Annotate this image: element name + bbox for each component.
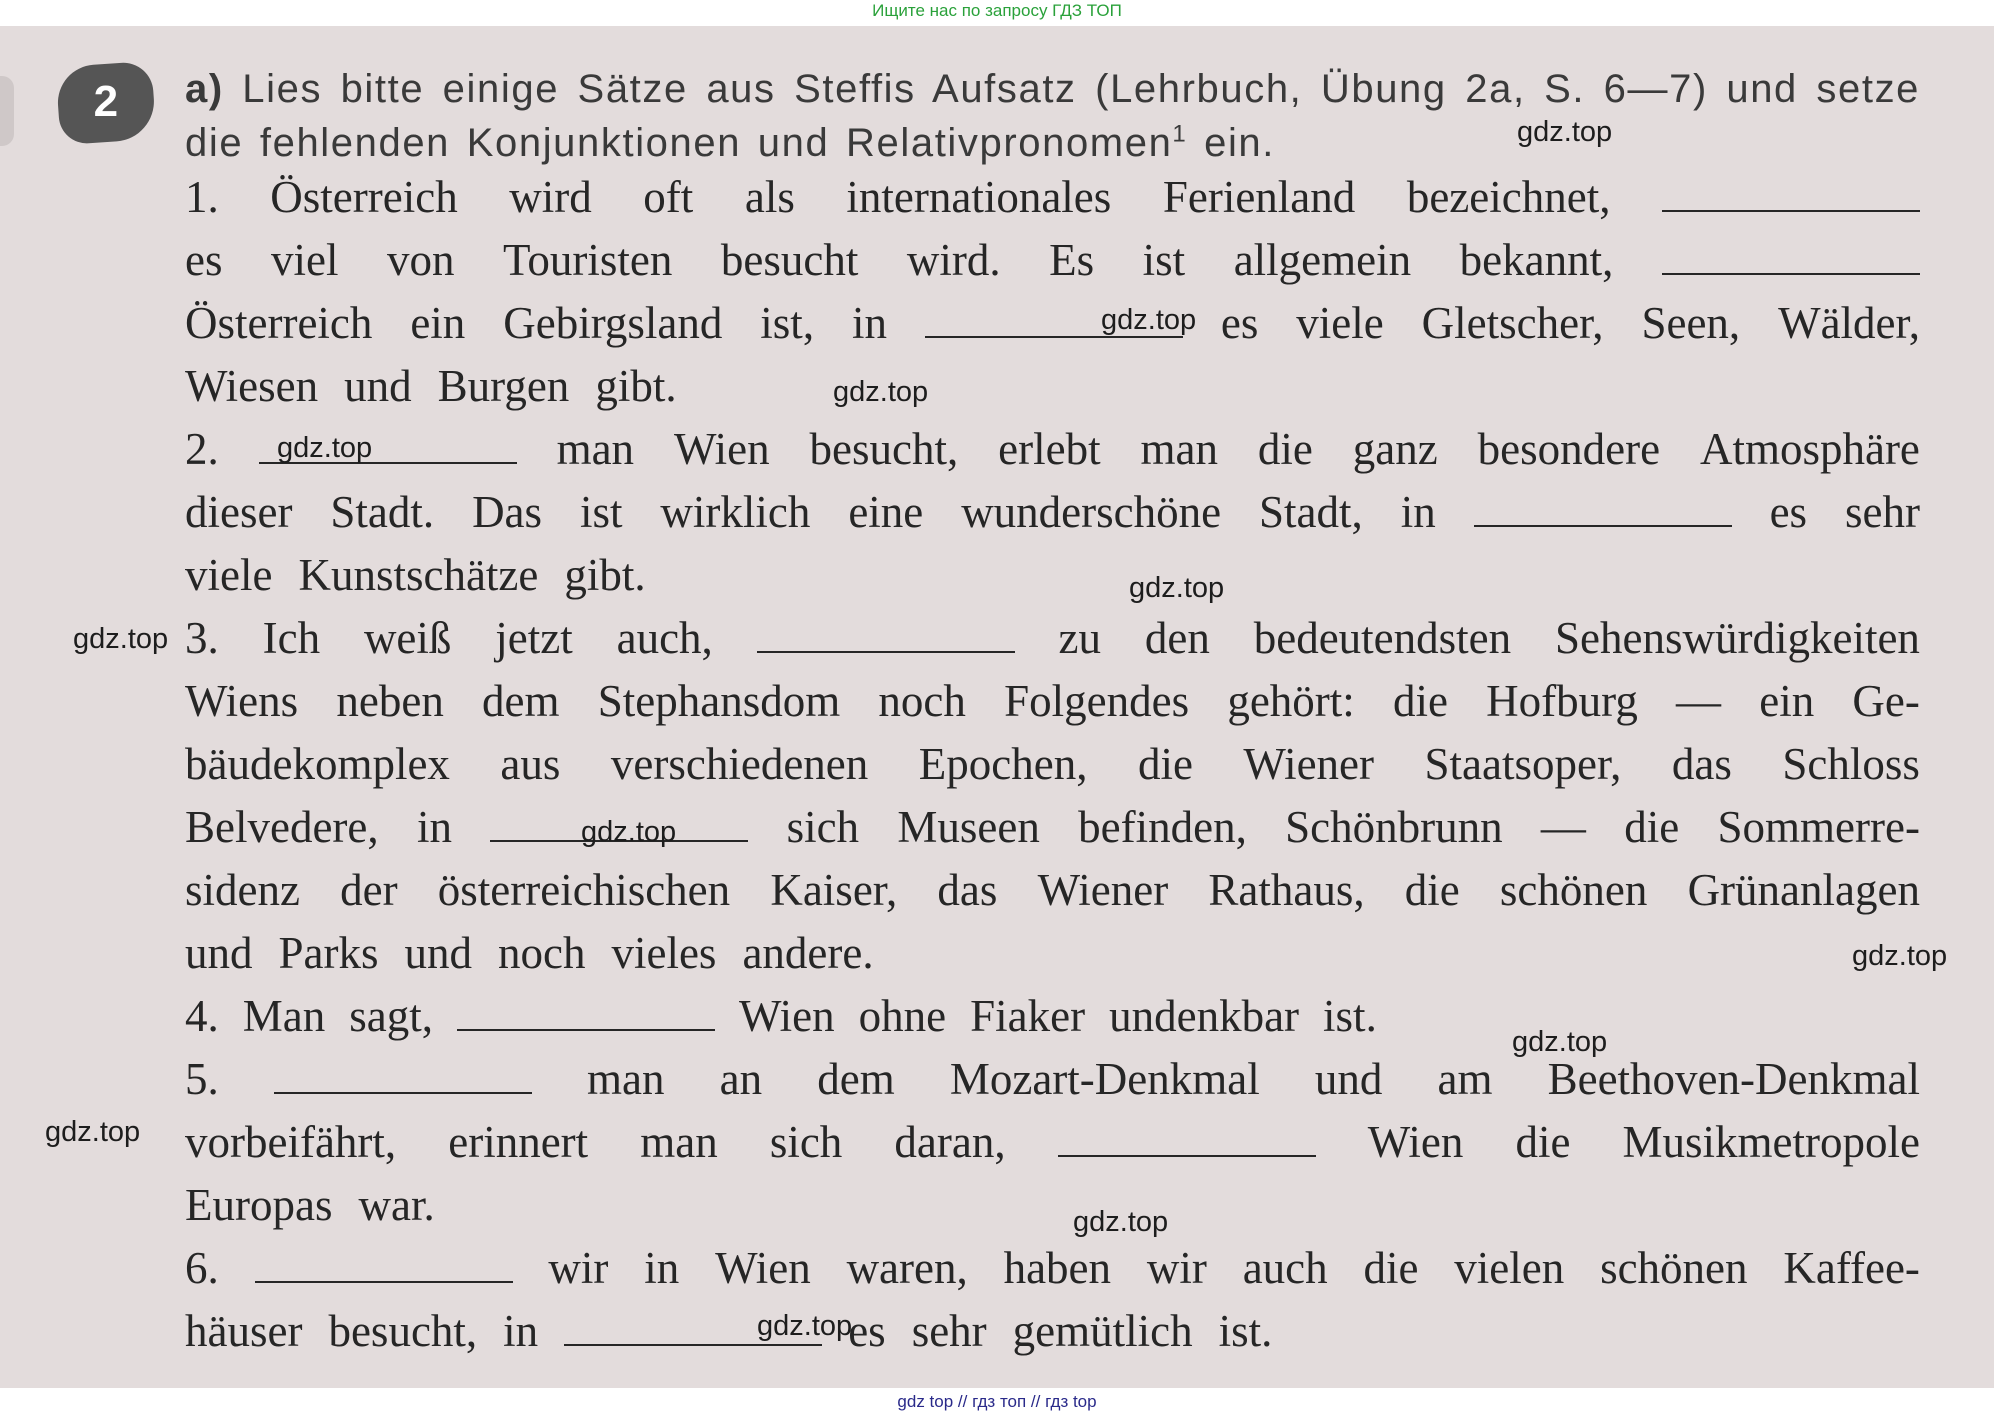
line-word: vorbeifährt, (185, 1117, 397, 1167)
line-word: neben (336, 676, 444, 726)
line-word: Wien (739, 991, 835, 1041)
line-word: dem (817, 1054, 895, 1104)
line-word: bekannt, (1459, 235, 1614, 285)
line-word: wird. (906, 235, 1001, 285)
line-word: in (852, 298, 888, 348)
exercise-line (185, 733, 1920, 796)
line-word: sich (786, 802, 860, 852)
line-word: waren, (846, 1243, 968, 1293)
line-word: ganz (1352, 424, 1438, 474)
line-word: man (556, 424, 635, 474)
line-word: sehr (1845, 487, 1920, 537)
exercise-line (185, 670, 1920, 733)
line-word: — (1540, 802, 1586, 852)
line-word: vieles (611, 928, 717, 978)
bottom-footer[interactable]: gdz top // гдз топ // гдз top (897, 1392, 1097, 1411)
line-word: Wiesen (185, 361, 319, 411)
line-word: Atmosphäre (1699, 424, 1920, 474)
footnote-marker: 1 (1172, 120, 1188, 148)
line-word: Beethoven-Denkmal (1547, 1054, 1920, 1104)
line-word: wir (548, 1243, 609, 1293)
line-word: andere. (742, 928, 874, 978)
line-word: Sommerre- (1717, 802, 1920, 852)
exercise-number: 2 (93, 77, 119, 127)
watermark: gdz.top (1129, 572, 1225, 604)
line-word: man (587, 1054, 665, 1104)
line-word: viele (1296, 298, 1384, 348)
instruction-end: ein. (1204, 121, 1275, 165)
answer-blank[interactable] (1662, 180, 1920, 212)
line-word: undenkbar (1109, 991, 1300, 1041)
watermark: gdz.top (1517, 116, 1613, 148)
line-word: Wien (1367, 1117, 1464, 1167)
line-word: Es (1049, 235, 1095, 285)
exercise-line (185, 1048, 1920, 1111)
line-word: die (1624, 802, 1680, 852)
line-word: sich (769, 1117, 843, 1167)
exercise-line (185, 1300, 1920, 1363)
line-word: befinden, (1078, 802, 1247, 852)
page-edge-tab (0, 76, 14, 146)
line-word: als (744, 172, 795, 222)
line-word: bäudekomplex (185, 739, 450, 789)
line-word: oft (643, 172, 694, 222)
line-word: gehört: (1227, 676, 1355, 726)
line-word: ist (1142, 235, 1186, 285)
line-word: Europas (185, 1180, 333, 1230)
line-word: Folgendes (1004, 676, 1190, 726)
line-word: ein (410, 298, 466, 348)
instruction-text: Lies bitte einige Sätze aus Steffis Aufsatz (Lehrbuch, Übung 2a, S. 6—7) und setze die fehlenden Konjunktionen und Relativpronomen (185, 67, 1921, 165)
top-banner[interactable]: Ищите нас по запросу ГДЗ ТОП (872, 1, 1122, 20)
line-word: die (1392, 676, 1448, 726)
line-word: Stephansdom (597, 676, 841, 726)
exercise-line (185, 1111, 1920, 1174)
line-word: Man (242, 991, 326, 1041)
line-word: Wiener (1037, 865, 1169, 915)
line-word: sehr (911, 1306, 987, 1356)
line-word: wirklich (660, 487, 811, 537)
exercise-line (185, 292, 1920, 355)
watermark: gdz.top (1101, 304, 1197, 336)
line-word: der (340, 865, 398, 915)
line-word: — (1676, 676, 1722, 726)
line-word: Gletscher, (1421, 298, 1604, 348)
line-word: vielen (1454, 1243, 1565, 1293)
line-word: Fiaker (970, 991, 1086, 1041)
line-word: die (1137, 739, 1193, 789)
exercise-line (185, 229, 1920, 292)
line-word: die (1257, 424, 1313, 474)
line-word: in (1400, 487, 1436, 537)
line-word: erinnert (448, 1117, 589, 1167)
line-word: aus (500, 739, 561, 789)
line-word: Schloss (1782, 739, 1920, 789)
line-word: viele (185, 550, 273, 600)
watermark: gdz.top (1512, 1026, 1608, 1058)
line-word: Wälder, (1778, 298, 1920, 348)
line-word: eine (848, 487, 924, 537)
line-word: jetzt (495, 613, 573, 663)
line-word: verschiedenen (610, 739, 869, 789)
line-word: besucht, (809, 424, 959, 474)
line-word: Staatsoper, (1424, 739, 1622, 789)
line-word: Kaiser, (770, 865, 898, 915)
answer-blank[interactable] (1662, 243, 1920, 275)
exercise-line (185, 1237, 1920, 1300)
line-word: Wien (673, 424, 770, 474)
exercise-line (185, 985, 1920, 1048)
line-word: Stadt. (330, 487, 435, 537)
line-word: wir (1146, 1243, 1207, 1293)
line-word: es (848, 1306, 886, 1356)
line-word: zu (1058, 613, 1102, 663)
exercise-line (185, 859, 1920, 922)
line-word: von (387, 235, 455, 285)
line-word: war. (358, 1180, 435, 1230)
line-word: 1. (185, 172, 219, 222)
line-word: ist. (1323, 991, 1377, 1041)
line-word: 5. (185, 1054, 219, 1104)
line-word: das (1671, 739, 1732, 789)
line-word: besucht (720, 235, 859, 285)
line-word: österreichischen (437, 865, 731, 915)
exercise-line (185, 481, 1920, 544)
line-word: Burgen (437, 361, 570, 411)
line-word: häuser (185, 1306, 303, 1356)
instruction-label: a) (185, 67, 224, 111)
watermark: gdz.top (45, 1116, 141, 1148)
line-word: Wien (715, 1243, 811, 1293)
exercise-line (185, 355, 1920, 418)
line-word: internationales (846, 172, 1112, 222)
line-word: man (1140, 424, 1218, 474)
line-word: besondere (1477, 424, 1661, 474)
line-word: daran, (894, 1117, 1006, 1167)
answer-blank[interactable] (757, 621, 1015, 653)
exercise-line (185, 1174, 1920, 1237)
line-word: es (1220, 298, 1259, 348)
line-word: dem (482, 676, 560, 726)
line-word: bezeichnet, (1406, 172, 1611, 222)
line-word: 3. (185, 613, 219, 663)
line-word: und (404, 928, 472, 978)
line-word: ist, (760, 298, 815, 348)
line-word: bedeutendsten (1253, 613, 1512, 663)
line-word: weiß (363, 613, 452, 663)
line-word: Epochen, (918, 739, 1088, 789)
watermark: gdz.top (757, 1310, 853, 1342)
line-word: Wiens (185, 676, 299, 726)
line-word: 4. (185, 991, 219, 1041)
line-word: es (185, 235, 223, 285)
line-word: Gebirgsland (503, 298, 723, 348)
line-word: allgemein (1233, 235, 1412, 285)
watermark: gdz.top (1852, 940, 1948, 972)
exercise-line (185, 544, 1920, 607)
line-word: und (1314, 1054, 1383, 1104)
line-word: noch (878, 676, 966, 726)
line-word: Sehenswürdigkeiten (1555, 613, 1920, 663)
line-word: Parks (278, 928, 379, 978)
line-word: sidenz (185, 865, 300, 915)
line-word: Rathaus, (1208, 865, 1365, 915)
line-word: am (1437, 1054, 1493, 1104)
line-word: Seen, (1641, 298, 1741, 348)
line-word: die (1363, 1243, 1419, 1293)
exercise-line (185, 796, 1920, 859)
line-word: Kunstschätze (298, 550, 539, 600)
line-word: an (719, 1054, 763, 1104)
line-word: haben (1003, 1243, 1112, 1293)
line-word: gemütlich (1012, 1306, 1193, 1356)
line-word: die (1515, 1117, 1571, 1167)
line-word: die (1404, 865, 1460, 915)
line-word: Österreich (270, 172, 458, 222)
line-word: Belvedere, (185, 802, 379, 852)
line-word: das (937, 865, 998, 915)
line-word: den (1144, 613, 1210, 663)
line-word: in (416, 802, 452, 852)
answer-blank[interactable] (274, 1062, 532, 1094)
exercise-line (185, 166, 1920, 229)
line-word: ist. (1218, 1306, 1273, 1356)
line-word: in (644, 1243, 680, 1293)
line-word: Das (472, 487, 543, 537)
line-word: Wiener (1243, 739, 1375, 789)
answer-blank[interactable] (255, 1251, 513, 1283)
line-word: auch, (616, 613, 713, 663)
line-word: besucht, (328, 1306, 478, 1356)
line-word: ist (579, 487, 623, 537)
line-word: Schönbrunn (1285, 802, 1503, 852)
answer-blank[interactable] (1474, 495, 1732, 527)
line-word: Hofburg (1486, 676, 1638, 726)
line-word: Kaffee- (1783, 1243, 1920, 1293)
line-word: Ferienland (1162, 172, 1356, 222)
watermark: gdz.top (581, 816, 677, 848)
line-word: 2. (185, 424, 219, 474)
line-word: Musikmetropole (1622, 1117, 1920, 1167)
line-word: Museen (897, 802, 1040, 852)
line-word: 6. (185, 1243, 219, 1293)
watermark: gdz.top (833, 376, 929, 408)
answer-blank[interactable] (457, 999, 715, 1031)
line-word: gibt. (564, 550, 646, 600)
line-word: schönen (1600, 1243, 1748, 1293)
textbook-page (0, 26, 1994, 1388)
exercise-line (185, 922, 1920, 985)
line-word: in (503, 1306, 539, 1356)
line-word: dieser (185, 487, 293, 537)
line-word: viel (271, 235, 339, 285)
line-word: Österreich (185, 298, 373, 348)
line-word: man (640, 1117, 718, 1167)
line-word: erlebt (998, 424, 1101, 474)
exercise-line (185, 607, 1920, 670)
line-word: wird (509, 172, 592, 222)
line-word: schönen (1499, 865, 1648, 915)
line-word: gibt. (595, 361, 677, 411)
line-word: Ge- (1852, 676, 1920, 726)
exercise-instruction (185, 62, 1920, 170)
line-word: sagt, (349, 991, 433, 1041)
answer-blank[interactable] (1058, 1125, 1316, 1157)
exercise-line (185, 418, 1920, 481)
line-word: Stadt, (1259, 487, 1363, 537)
exercise-number-badge (55, 61, 156, 146)
watermark: gdz.top (73, 623, 169, 655)
watermark: gdz.top (1073, 1206, 1169, 1238)
line-word: und (185, 928, 253, 978)
line-word: Ich (262, 613, 321, 663)
line-word: wunderschöne (961, 487, 1222, 537)
line-word: noch (498, 928, 586, 978)
line-word: Mozart-Denkmal (949, 1054, 1260, 1104)
line-word: Grünanlagen (1687, 865, 1920, 915)
line-word: ein (1759, 676, 1815, 726)
line-word: ohne (858, 991, 947, 1041)
line-word: auch (1242, 1243, 1328, 1293)
line-word: und (344, 361, 412, 411)
line-word: es (1769, 487, 1808, 537)
watermark: gdz.top (277, 432, 373, 464)
line-word: Touristen (503, 235, 673, 285)
